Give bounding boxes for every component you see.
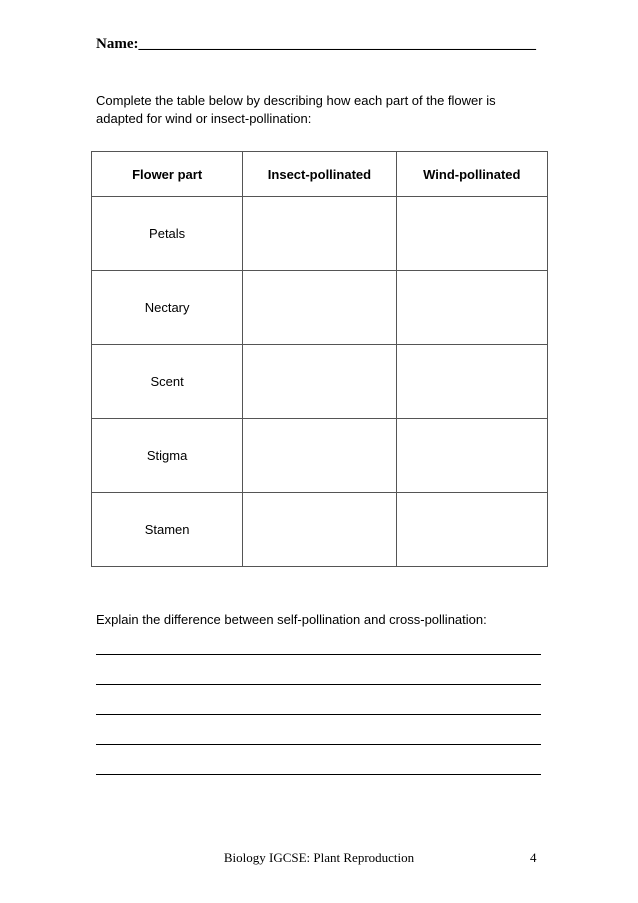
column-header-wind-pollinated: Wind-pollinated [396, 152, 547, 197]
insect-answer-cell[interactable] [243, 493, 396, 567]
flower-part-cell: Petals [92, 197, 243, 271]
table-instructions: Complete the table below by describing how each part of the flower is adapted for wind or insect-pollination: [96, 93, 496, 126]
flower-part-cell: Scent [92, 345, 243, 419]
column-header-insect-pollinated: Insect-pollinated [243, 152, 396, 197]
flower-part-cell: Stamen [92, 493, 243, 567]
table-row [92, 493, 548, 567]
insect-answer-cell[interactable] [243, 419, 396, 493]
column-header-flower-part: Flower part [92, 152, 243, 197]
answer-line[interactable] [96, 654, 541, 655]
wind-answer-cell[interactable] [396, 271, 547, 345]
answer-line[interactable] [96, 714, 541, 715]
answer-line[interactable] [96, 744, 541, 745]
table-row [92, 197, 548, 271]
table-row [92, 419, 548, 493]
table-header-row [92, 152, 548, 197]
flower-part-cell: Stigma [92, 419, 243, 493]
name-field-label[interactable]: Name:_____________________________________________________ [96, 36, 536, 52]
table-row [92, 345, 548, 419]
answer-lines[interactable] [96, 640, 541, 804]
insect-answer-cell[interactable] [243, 345, 396, 419]
pollination-question: Explain the difference between self-pollination and cross-pollination: [96, 612, 487, 627]
page-number: 4 [530, 850, 537, 865]
wind-answer-cell[interactable] [396, 419, 547, 493]
flower-part-cell: Nectary [92, 271, 243, 345]
flower-adaptation-table [91, 151, 548, 567]
answer-line[interactable] [96, 774, 541, 775]
answer-line[interactable] [96, 684, 541, 685]
wind-answer-cell[interactable] [396, 345, 547, 419]
footer-title: Biology IGCSE: Plant Reproduction [223, 850, 415, 865]
insect-answer-cell[interactable] [243, 197, 396, 271]
insect-answer-cell[interactable] [243, 271, 396, 345]
wind-answer-cell[interactable] [396, 197, 547, 271]
table-row [92, 271, 548, 345]
wind-answer-cell[interactable] [396, 493, 547, 567]
